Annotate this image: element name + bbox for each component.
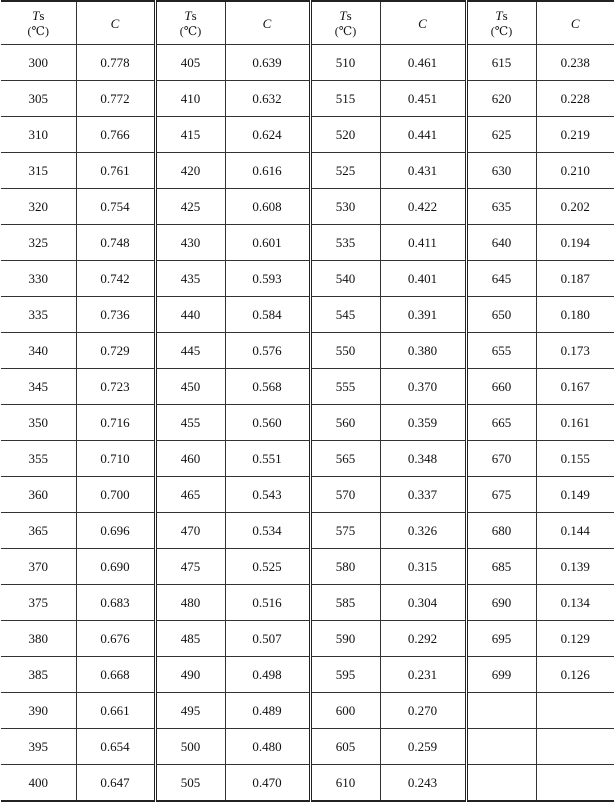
table-row	[1, 549, 614, 585]
header-ts-2	[155, 1, 225, 45]
c-cell: 0.326	[380, 513, 466, 549]
c-cell: 0.210	[536, 153, 614, 189]
ts-cell: 560	[310, 405, 380, 441]
ts-cell: 495	[155, 693, 225, 729]
c-cell: 0.270	[380, 693, 466, 729]
ts-cell: 699	[466, 657, 536, 693]
ts-cell: 370	[1, 549, 76, 585]
ts-cell: 585	[310, 585, 380, 621]
ts-cell: 405	[155, 45, 225, 81]
header-ts-1	[1, 1, 76, 45]
ts-cell: 320	[1, 189, 76, 225]
c-cell: 0.167	[536, 369, 614, 405]
c-cell: 0.632	[225, 81, 310, 117]
c-cell: 0.576	[225, 333, 310, 369]
c-cell: 0.202	[536, 189, 614, 225]
c-cell: 0.543	[225, 477, 310, 513]
header-ts-4	[466, 1, 536, 45]
c-cell: 0.180	[536, 297, 614, 333]
c-cell: 0.772	[76, 81, 155, 117]
c-cell: 0.593	[225, 261, 310, 297]
c-cell: 0.422	[380, 189, 466, 225]
c-cell: 0.370	[380, 369, 466, 405]
c-cell: 0.736	[76, 297, 155, 333]
c-cell: 0.139	[536, 549, 614, 585]
c-cell: 0.134	[536, 585, 614, 621]
ts-cell: 675	[466, 477, 536, 513]
ts-cell: 375	[1, 585, 76, 621]
c-cell: 0.292	[380, 621, 466, 657]
c-cell: 0.729	[76, 333, 155, 369]
ts-cell: 325	[1, 225, 76, 261]
ts-cell: 650	[466, 297, 536, 333]
ts-cell: 615	[466, 45, 536, 81]
c-cell: 0.238	[536, 45, 614, 81]
c-cell: 0.411	[380, 225, 466, 261]
c-cell: 0.315	[380, 549, 466, 585]
c-cell: 0.639	[225, 45, 310, 81]
c-cell: 0.551	[225, 441, 310, 477]
c-cell: 0.584	[225, 297, 310, 333]
ts-cell: 550	[310, 333, 380, 369]
ts-cell: 620	[466, 81, 536, 117]
c-cell: 0.498	[225, 657, 310, 693]
ts-cell: 685	[466, 549, 536, 585]
ts-cell	[466, 729, 536, 765]
ts-cell: 470	[155, 513, 225, 549]
table-body	[1, 45, 614, 802]
ts-cell: 310	[1, 117, 76, 153]
ts-cell: 665	[466, 405, 536, 441]
ts-cell: 440	[155, 297, 225, 333]
c-cell: 0.391	[380, 297, 466, 333]
ts-cell: 425	[155, 189, 225, 225]
c-cell: 0.601	[225, 225, 310, 261]
c-cell: 0.161	[536, 405, 614, 441]
c-cell	[536, 765, 614, 802]
header-row	[1, 1, 614, 45]
c-cell: 0.716	[76, 405, 155, 441]
table-row	[1, 225, 614, 261]
ts-cell: 415	[155, 117, 225, 153]
ts-cell: 530	[310, 189, 380, 225]
c-cell: 0.219	[536, 117, 614, 153]
table-row	[1, 621, 614, 657]
ts-cell: 335	[1, 297, 76, 333]
c-cell: 0.534	[225, 513, 310, 549]
c-cell: 0.431	[380, 153, 466, 189]
c-cell: 0.668	[76, 657, 155, 693]
table-row	[1, 729, 614, 765]
header-c-1: C	[76, 1, 155, 45]
header-ts-unit: (℃)	[490, 24, 513, 38]
ts-cell: 315	[1, 153, 76, 189]
ts-cell: 480	[155, 585, 225, 621]
c-cell: 0.194	[536, 225, 614, 261]
c-cell: 0.126	[536, 657, 614, 693]
c-cell: 0.748	[76, 225, 155, 261]
ts-cell: 380	[1, 621, 76, 657]
ts-cell: 555	[310, 369, 380, 405]
c-cell: 0.348	[380, 441, 466, 477]
c-cell: 0.507	[225, 621, 310, 657]
ts-cell: 410	[155, 81, 225, 117]
table-row	[1, 585, 614, 621]
ts-cell: 655	[466, 333, 536, 369]
table-row	[1, 477, 614, 513]
c-cell: 0.608	[225, 189, 310, 225]
c-cell: 0.337	[380, 477, 466, 513]
c-cell: 0.525	[225, 549, 310, 585]
ts-cell: 590	[310, 621, 380, 657]
table-row	[1, 153, 614, 189]
header-ts-symbol: Ts	[495, 8, 508, 23]
table-row	[1, 189, 614, 225]
table-row	[1, 513, 614, 549]
ts-cell: 670	[466, 441, 536, 477]
c-cell: 0.441	[380, 117, 466, 153]
c-cell: 0.173	[536, 333, 614, 369]
ts-cell: 545	[310, 297, 380, 333]
ts-cell: 570	[310, 477, 380, 513]
ts-cell: 580	[310, 549, 380, 585]
ts-cell: 435	[155, 261, 225, 297]
c-cell: 0.129	[536, 621, 614, 657]
c-cell: 0.259	[380, 729, 466, 765]
ts-cell: 340	[1, 333, 76, 369]
ts-cell: 680	[466, 513, 536, 549]
c-cell: 0.696	[76, 513, 155, 549]
header-ts-unit: (℃)	[179, 24, 202, 38]
ts-cell: 305	[1, 81, 76, 117]
c-cell: 0.187	[536, 261, 614, 297]
c-cell: 0.470	[225, 765, 310, 802]
c-cell: 0.568	[225, 369, 310, 405]
ts-cell: 395	[1, 729, 76, 765]
c-cell: 0.144	[536, 513, 614, 549]
ts-cell: 490	[155, 657, 225, 693]
ts-cell: 515	[310, 81, 380, 117]
c-cell: 0.723	[76, 369, 155, 405]
c-cell: 0.560	[225, 405, 310, 441]
table-row	[1, 45, 614, 81]
c-cell: 0.710	[76, 441, 155, 477]
c-cell: 0.489	[225, 693, 310, 729]
ts-cell: 485	[155, 621, 225, 657]
c-cell: 0.766	[76, 117, 155, 153]
table-row	[1, 765, 614, 802]
ts-cell: 445	[155, 333, 225, 369]
c-cell: 0.304	[380, 585, 466, 621]
c-cell: 0.359	[380, 405, 466, 441]
c-cell: 0.654	[76, 729, 155, 765]
ts-cell	[466, 693, 536, 729]
ts-cell: 635	[466, 189, 536, 225]
ts-cell: 660	[466, 369, 536, 405]
c-cell: 0.647	[76, 765, 155, 802]
ts-cell: 500	[155, 729, 225, 765]
ts-cell: 695	[466, 621, 536, 657]
c-cell: 0.243	[380, 765, 466, 802]
c-cell: 0.451	[380, 81, 466, 117]
c-cell: 0.676	[76, 621, 155, 657]
ts-cell: 535	[310, 225, 380, 261]
ts-cell: 565	[310, 441, 380, 477]
ts-cell: 420	[155, 153, 225, 189]
c-cell: 0.228	[536, 81, 614, 117]
ts-cell: 645	[466, 261, 536, 297]
header-ts-unit: (℃)	[27, 24, 49, 38]
c-cell: 0.683	[76, 585, 155, 621]
ts-cell: 630	[466, 153, 536, 189]
ts-cell: 455	[155, 405, 225, 441]
ts-cell: 540	[310, 261, 380, 297]
c-cell: 0.231	[380, 657, 466, 693]
ts-cell: 460	[155, 441, 225, 477]
c-cell: 0.661	[76, 693, 155, 729]
ts-cell: 365	[1, 513, 76, 549]
ts-cell: 525	[310, 153, 380, 189]
ts-cell: 625	[466, 117, 536, 153]
ts-cell: 475	[155, 549, 225, 585]
c-cell: 0.616	[225, 153, 310, 189]
header-ts-symbol: Ts	[32, 8, 45, 23]
ts-cell: 350	[1, 405, 76, 441]
c-cell: 0.516	[225, 585, 310, 621]
ts-cell: 450	[155, 369, 225, 405]
c-cell: 0.155	[536, 441, 614, 477]
ts-cell: 600	[310, 693, 380, 729]
c-cell: 0.461	[380, 45, 466, 81]
header-ts-symbol: Ts	[184, 8, 197, 23]
table-row	[1, 369, 614, 405]
ts-cell: 605	[310, 729, 380, 765]
c-cell: 0.149	[536, 477, 614, 513]
c-cell: 0.480	[225, 729, 310, 765]
ts-cell: 465	[155, 477, 225, 513]
ts-cell: 575	[310, 513, 380, 549]
ts-cell: 510	[310, 45, 380, 81]
c-cell: 0.401	[380, 261, 466, 297]
c-cell: 0.778	[76, 45, 155, 81]
table-row	[1, 117, 614, 153]
c-cell	[536, 693, 614, 729]
ts-cell: 690	[466, 585, 536, 621]
table-row	[1, 657, 614, 693]
table-row	[1, 441, 614, 477]
header-c-3: C	[380, 1, 466, 45]
ts-cell: 355	[1, 441, 76, 477]
table-row	[1, 405, 614, 441]
header-c-4: C	[536, 1, 614, 45]
c-cell: 0.700	[76, 477, 155, 513]
c-cell: 0.380	[380, 333, 466, 369]
table-row	[1, 333, 614, 369]
table-row	[1, 81, 614, 117]
ts-cell: 385	[1, 657, 76, 693]
ts-cell: 520	[310, 117, 380, 153]
c-cell: 0.754	[76, 189, 155, 225]
c-cell	[536, 729, 614, 765]
c-cell: 0.761	[76, 153, 155, 189]
table-row	[1, 261, 614, 297]
ts-cell: 390	[1, 693, 76, 729]
header-c-2: C	[225, 1, 310, 45]
header-ts-3	[310, 1, 380, 45]
header-ts-symbol: Ts	[339, 8, 352, 23]
ts-cell	[466, 765, 536, 802]
ts-cell: 360	[1, 477, 76, 513]
ts-cell: 345	[1, 369, 76, 405]
table-row	[1, 297, 614, 333]
ts-cell: 430	[155, 225, 225, 261]
header-ts-unit: (℃)	[334, 24, 357, 38]
ts-cell: 595	[310, 657, 380, 693]
ts-cell: 610	[310, 765, 380, 802]
table-row	[1, 693, 614, 729]
c-cell: 0.742	[76, 261, 155, 297]
c-cell: 0.690	[76, 549, 155, 585]
ts-cell: 330	[1, 261, 76, 297]
ts-cell: 640	[466, 225, 536, 261]
ts-c-table	[1, 0, 614, 802]
ts-cell: 400	[1, 765, 76, 802]
c-cell: 0.624	[225, 117, 310, 153]
ts-cell: 505	[155, 765, 225, 802]
ts-cell: 300	[1, 45, 76, 81]
